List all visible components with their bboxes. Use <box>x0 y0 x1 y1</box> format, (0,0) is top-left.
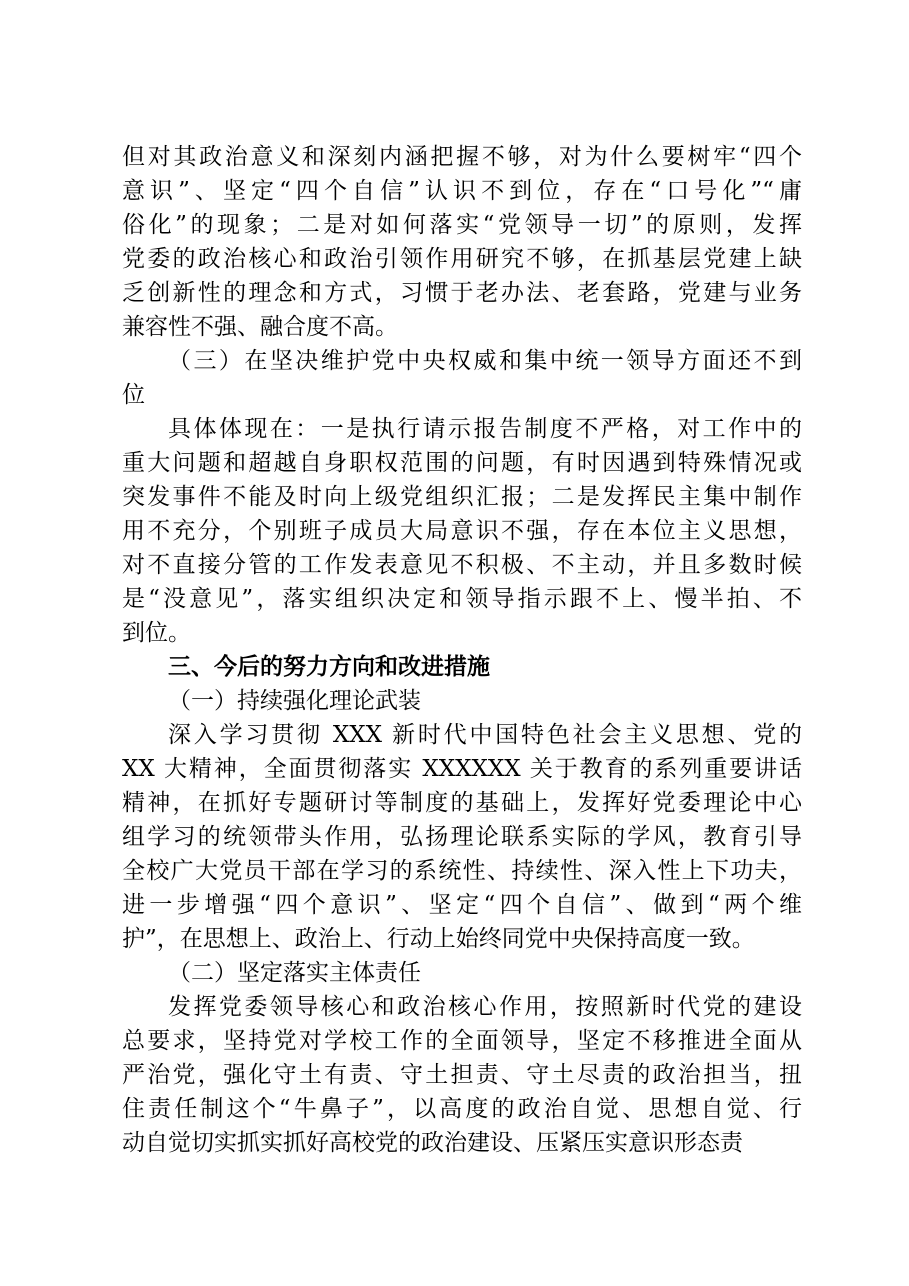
text-line: 全校广大党员干部在学习的系统性、持续性、深入性上下功夫， <box>122 858 802 884</box>
text-line: 重大问题和超越自身职权范围的问题，有时因遇到特殊情况或 <box>122 450 802 476</box>
text-line: 具体体现在：一是执行请示报告制度不严格，对工作中的 <box>168 416 802 442</box>
text-line: 但对其政治意义和深刻内涵把握不够，对为什么要树牢“四个 <box>122 144 802 170</box>
text-line: 进一步增强“四个意识”、坚定“四个自信”、做到“两个维 <box>122 892 802 918</box>
text-line: 到位。 <box>122 620 191 646</box>
text-line: 动自觉切实抓实抓好高校党的政治建设、压紧压实意识形态责 <box>122 1130 743 1156</box>
text-line: 深入学习贯彻 XXX 新时代中国特色社会主义思想、党的 <box>168 722 802 748</box>
text-line: 对不直接分管的工作发表意见不积极、不主动，并且多数时候 <box>122 552 802 578</box>
body-paragraph <box>122 412 802 650</box>
text-line: 兼容性不强、融合度不高。 <box>122 314 398 340</box>
text-line: 总要求，坚持党对学校工作的全面领导，坚定不移推进全面从 <box>122 1028 802 1054</box>
text-line: XX 大精神，全面贯彻落实 XXXXXX 关于教育的系列重要讲话 <box>122 756 802 782</box>
body-paragraph <box>122 990 802 1160</box>
text-line: 位 <box>122 382 145 408</box>
text-line: 三、今后的努力方向和改进措施 <box>168 653 490 680</box>
text-line: 发挥党委领导核心和政治核心作用，按照新时代党的建设 <box>168 994 802 1020</box>
text-line: 突发事件不能及时向上级党组织汇报；二是发挥民主集中制作 <box>122 484 802 510</box>
section-heading <box>122 684 802 718</box>
text-line: 组学习的统领带头作用，弘扬理论联系实际的学风，教育引导 <box>122 824 802 850</box>
text-line: 用不充分，个别班子成员大局意识不强，存在本位主义思想， <box>122 518 802 544</box>
document-body <box>122 140 802 1160</box>
text-line: 党委的政治核心和政治引领作用研究不够，在抓基层党建上缺 <box>122 246 802 272</box>
section-heading <box>122 344 802 412</box>
body-paragraph <box>122 718 802 956</box>
text-line: 精神，在抓好专题研讨等制度的基础上，发挥好党委理论中心 <box>122 790 802 816</box>
section-heading <box>122 956 802 990</box>
text-line: 护”，在思想上、政治上、行动上始终同党中央保持高度一致。 <box>122 926 755 952</box>
text-line: （二）坚定落实主体责任 <box>168 960 421 986</box>
body-paragraph <box>122 140 802 344</box>
text-line: 乏创新性的理念和方式，习惯于老办法、老套路，党建与业务 <box>122 280 802 306</box>
section-heading <box>122 650 802 684</box>
text-line: 住责任制这个“牛鼻子”，以高度的政治自觉、思想自觉、行 <box>122 1096 802 1122</box>
text-line: 是“没意见”，落实组织决定和领导指示跟不上、慢半拍、不 <box>122 586 802 612</box>
text-line: 严治党，强化守土有责、守土担责、守土尽责的政治担当，扭 <box>122 1062 802 1088</box>
text-line: （三）在坚决维护党中央权威和集中统一领导方面还不到 <box>168 348 802 374</box>
text-line: 意识”、坚定“四个自信”认识不到位，存在“口号化”“庸 <box>122 178 802 204</box>
text-line: （一）持续强化理论武装 <box>168 688 421 714</box>
text-line: 俗化”的现象；二是对如何落实“党领导一切”的原则，发挥 <box>122 212 802 238</box>
